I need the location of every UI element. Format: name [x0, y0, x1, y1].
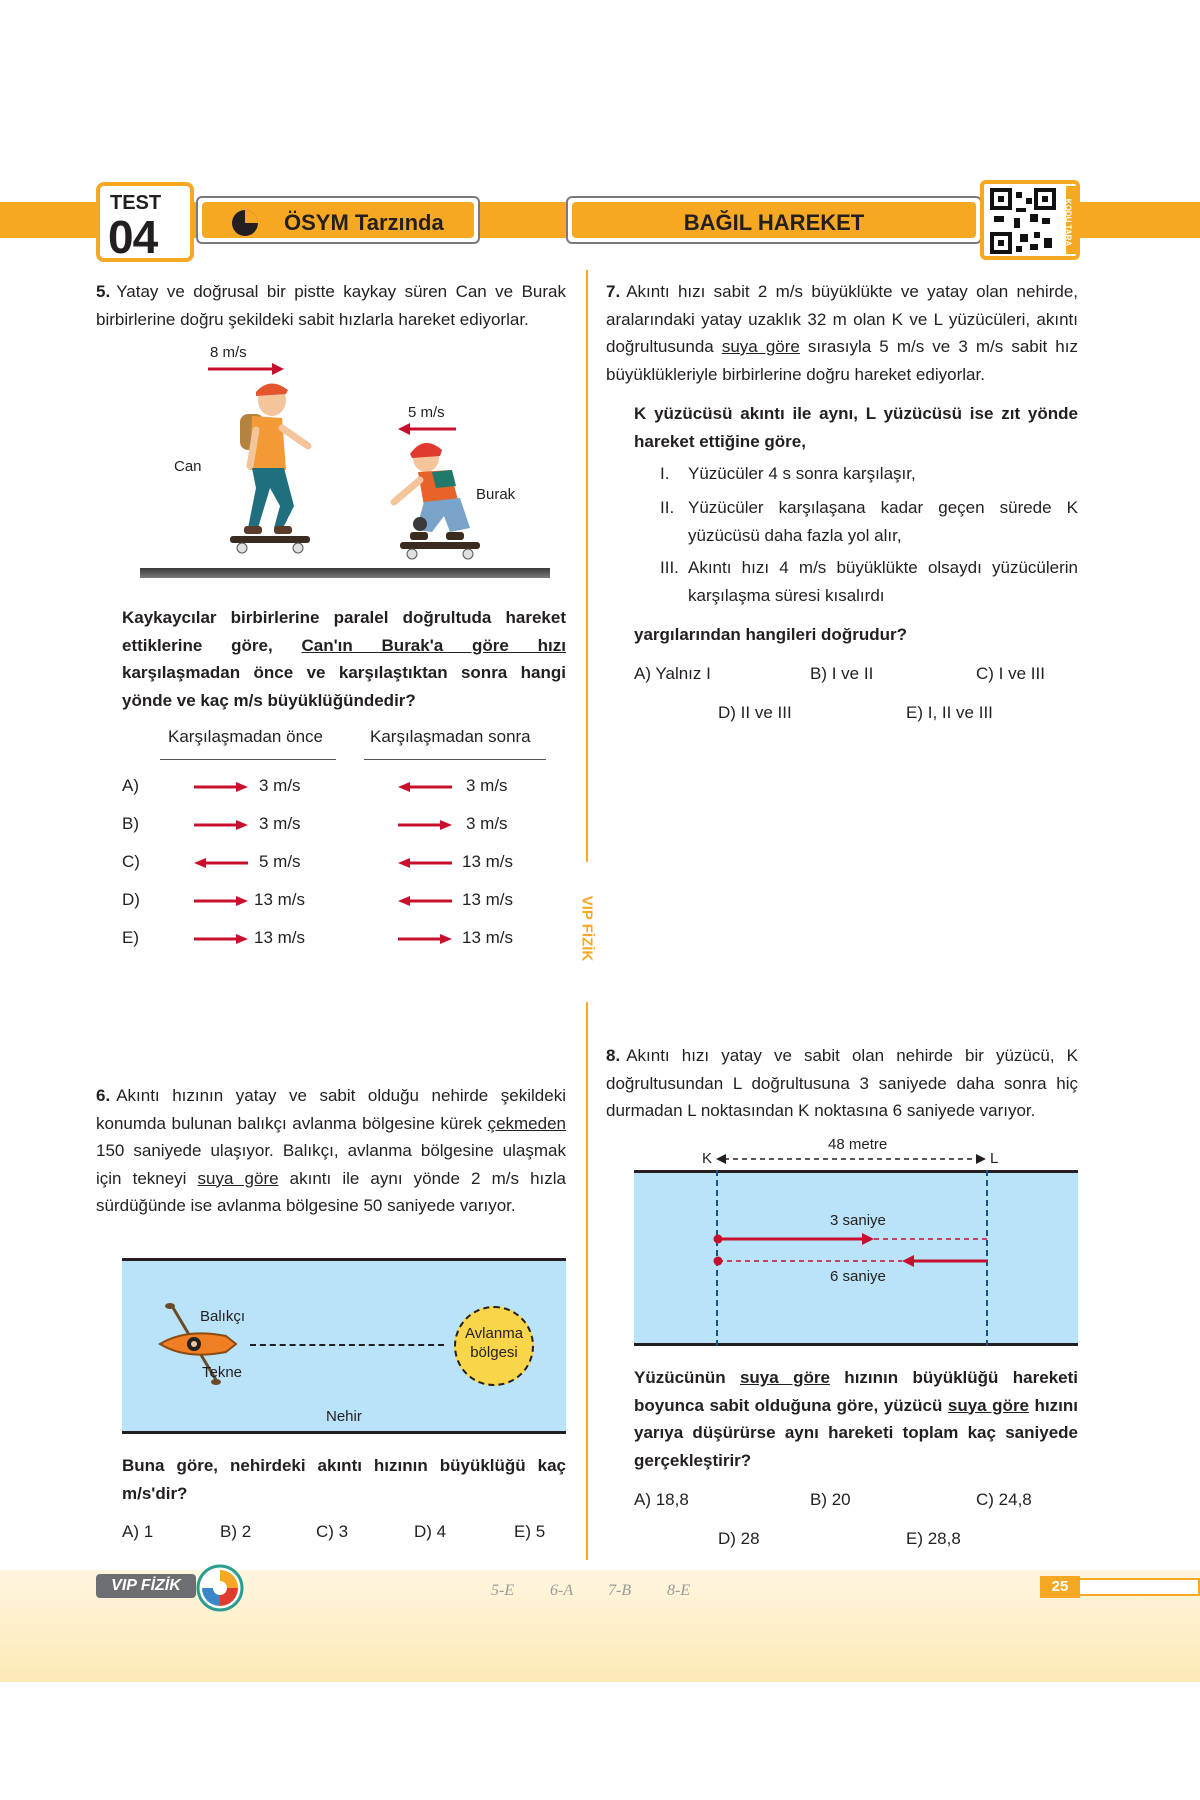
q5-option-before-arrow [192, 857, 250, 869]
q5-figure [120, 340, 560, 580]
q5-option-letter: A) [122, 776, 139, 795]
q7-tail: yargılarından hangileri doğrudur? [634, 625, 907, 644]
q5-option-before-value: 13 m/s [254, 890, 306, 909]
q5-option-after-value: 3 m/s [466, 814, 508, 833]
q5-option-after-value: 13 m/s [462, 852, 514, 871]
q7-statement-text: Akıntı hızı 4 m/s büyüklükte olsaydı yüzücülerin karşılaşma süresi kısalırdı [688, 558, 1078, 605]
q5-option-after-arrow [396, 895, 454, 907]
subject-title: BAĞIL HAREKET [683, 210, 865, 235]
vip-emblem-icon [196, 1564, 244, 1612]
q5-option-before-arrow [192, 819, 250, 831]
side-brand: VIP FİZİK [578, 895, 596, 962]
osym-banner [196, 196, 480, 244]
q5-option-before-value: 3 m/s [259, 814, 301, 833]
l-label: L [990, 1150, 999, 1167]
test-number: 04 [108, 211, 158, 263]
q6-question: Buna göre, nehirdeki akıntı hızının büyüklüğü kaç m/s'dir? [122, 1456, 566, 1503]
can-speed-label: 8 m/s [210, 344, 247, 361]
q5-option-before-value: 13 m/s [254, 928, 306, 947]
q6-option: E) 5 [514, 1522, 546, 1541]
answer-5: 5-E [491, 1582, 515, 1599]
q5-question: Kaykaycılar birbirlerine paralel doğrultuda hareket ettiklerine göre, Can'ın Burak'a göre hızı karşılaşmadan önce ve karşılaştıktan sonra hangi yönde ve kaç m/s büyüklüğündedir? [122, 608, 566, 710]
q5-option-after-arrow [396, 857, 454, 869]
vip-logo: VIP FİZİK [96, 1574, 196, 1598]
river-label: Nehir [326, 1408, 362, 1425]
q5-option-after-value: 13 m/s [462, 890, 514, 909]
pie-clock-icon [230, 208, 260, 238]
test-word: TEST [110, 192, 162, 214]
q6-option: D) 4 [414, 1522, 447, 1541]
q5-col-after: Karşılaşmadan sonra [370, 727, 531, 746]
subject-banner [566, 196, 982, 244]
boat-label: Tekne [202, 1364, 243, 1381]
distance-label: 48 metre [828, 1136, 888, 1153]
burak-skateboarder-illustration [380, 436, 510, 568]
can-velocity-arrow [206, 362, 286, 376]
osym-label: ÖSYM Tarzında [284, 210, 444, 235]
q7-statement-roman: III. [660, 558, 679, 577]
q5-option-before-arrow [192, 895, 250, 907]
q6-option: B) 2 [220, 1522, 252, 1541]
page-number: 25 [1040, 1576, 1080, 1598]
q5-option-after-arrow [396, 933, 454, 945]
q5-option-letter: D) [122, 890, 140, 909]
can-label: Can [174, 458, 202, 475]
q7-question: K yüzücüsü akıntı ile aynı, L yüzücüsü ise zıt yönde hareket ettiğine göre, [634, 404, 1078, 451]
track-ground [140, 568, 550, 578]
q5-option-after-value: 3 m/s [466, 776, 508, 795]
q5-option-after-arrow [396, 781, 454, 793]
zone-label-1: Avlanma [464, 1325, 524, 1342]
q8-question: Yüzücünün suya göre hızının büyüklüğü hareketi boyunca sabit olduğuna göre, yüzücü suya göre hızını yarıya düşürürse aynı hareketi toplam kaç saniyede gerçekleştirir? [634, 1368, 1079, 1470]
q5-option-before-value: 3 m/s [259, 776, 301, 795]
qr-side-label: KODU TARA [1063, 198, 1073, 247]
can-skateboarder-illustration [190, 378, 330, 568]
q7-stem: 7. Akıntı hızı sabit 2 m/s büyüklükte ve yatay olan nehirde, aralarındaki yatay uzaklık 32 m olan K ve L yüzücüleri, akıntı doğrultusunda suya göre sırasıyla 5 m/s ve 3 m/s sabit hız büyüklükleriyle birbirlerine doğru hareket ediyorlar. [606, 282, 1078, 384]
q6-option: C) 3 [316, 1522, 349, 1541]
test-badge [96, 182, 194, 262]
q6-stem: 6. Akıntı hızının yatay ve sabit olduğu nehirde şekildeki konumda bulunan balıkçı avlanma bölgesine kürek çekmeden 150 saniyede ulaşıyor. Balıkçı, avlanma bölgesine ulaşmak için tekneyi suya göre akıntı ile aynı yönde 2 m/s hızla sürdüğünde ise avlanma bölgesine 50 saniyede varıyor. [96, 1086, 566, 1215]
q8-figure [634, 1134, 1078, 1346]
answer-7: 7-B [608, 1582, 632, 1599]
q5-option-before-value: 5 m/s [259, 852, 301, 871]
q7-option: A) Yalnız I [634, 664, 711, 683]
q5-option-before-arrow [192, 781, 250, 793]
q6-figure [122, 1258, 566, 1434]
answer-8: 8-E [667, 1582, 691, 1599]
q5-option-letter: E) [122, 928, 139, 947]
burak-label: Burak [476, 486, 516, 503]
q7-statement-roman: I. [660, 464, 670, 483]
time-label-2: 6 saniye [830, 1268, 886, 1285]
q7-statement-roman: II. [660, 498, 675, 517]
q7-option: C) I ve III [976, 664, 1045, 683]
q5-option-after-arrow [396, 819, 454, 831]
fisher-label: Balıkçı [200, 1308, 246, 1325]
q5-stem: 5. Yatay ve doğrusal bir pistte kaykay süren Can ve Burak birbirlerine doğru şekildeki sabit hızlarla hareket ediyorlar. [96, 282, 566, 329]
k-label: K [702, 1150, 713, 1167]
q8-option: E) 28,8 [906, 1529, 961, 1548]
q7-option: B) I ve II [810, 664, 874, 683]
q6-option: A) 1 [122, 1522, 154, 1541]
burak-speed-label: 5 m/s [408, 404, 445, 421]
fishing-zone [454, 1306, 534, 1386]
q7-option: D) II ve III [718, 703, 792, 722]
q5-option-before-arrow [192, 933, 250, 945]
zone-label-2: bölgesi [470, 1344, 518, 1361]
q8-option: D) 28 [718, 1529, 760, 1548]
q8-option: A) 18,8 [634, 1490, 689, 1509]
burak-velocity-arrow [396, 422, 458, 436]
q5-option-letter: C) [122, 852, 140, 871]
q7-statement-text: Yüzücüler karşılaşana kadar geçen sürede K yüzücüsü daha fazla yol alır, [688, 498, 1078, 545]
time-label-1: 3 saniye [830, 1212, 886, 1229]
path-line [250, 1344, 444, 1346]
q7-option: E) I, II ve III [906, 703, 993, 722]
q8-option: C) 24,8 [976, 1490, 1032, 1509]
l-to-k-path [712, 1254, 992, 1268]
q5-option-letter: B) [122, 814, 139, 833]
q8-option: B) 20 [810, 1490, 851, 1509]
q5-col-before: Karşılaşmadan önce [168, 727, 323, 746]
qr-code-icon [990, 188, 1056, 254]
distance-arrow [714, 1152, 988, 1166]
answer-6: 6-A [550, 1582, 574, 1599]
q8-stem: 8. Akıntı hızı yatay ve sabit olan nehirde bir yüzücü, K doğrultusundan L doğrultusuna 3 saniyede daha sonra hiç durmadan L noktasından K noktasına 6 saniyede varıyor. [606, 1046, 1078, 1120]
k-to-l-path [712, 1232, 992, 1246]
q5-option-after-value: 13 m/s [462, 928, 514, 947]
q7-statement-text: Yüzücüler 4 s sonra karşılaşır, [688, 464, 916, 483]
